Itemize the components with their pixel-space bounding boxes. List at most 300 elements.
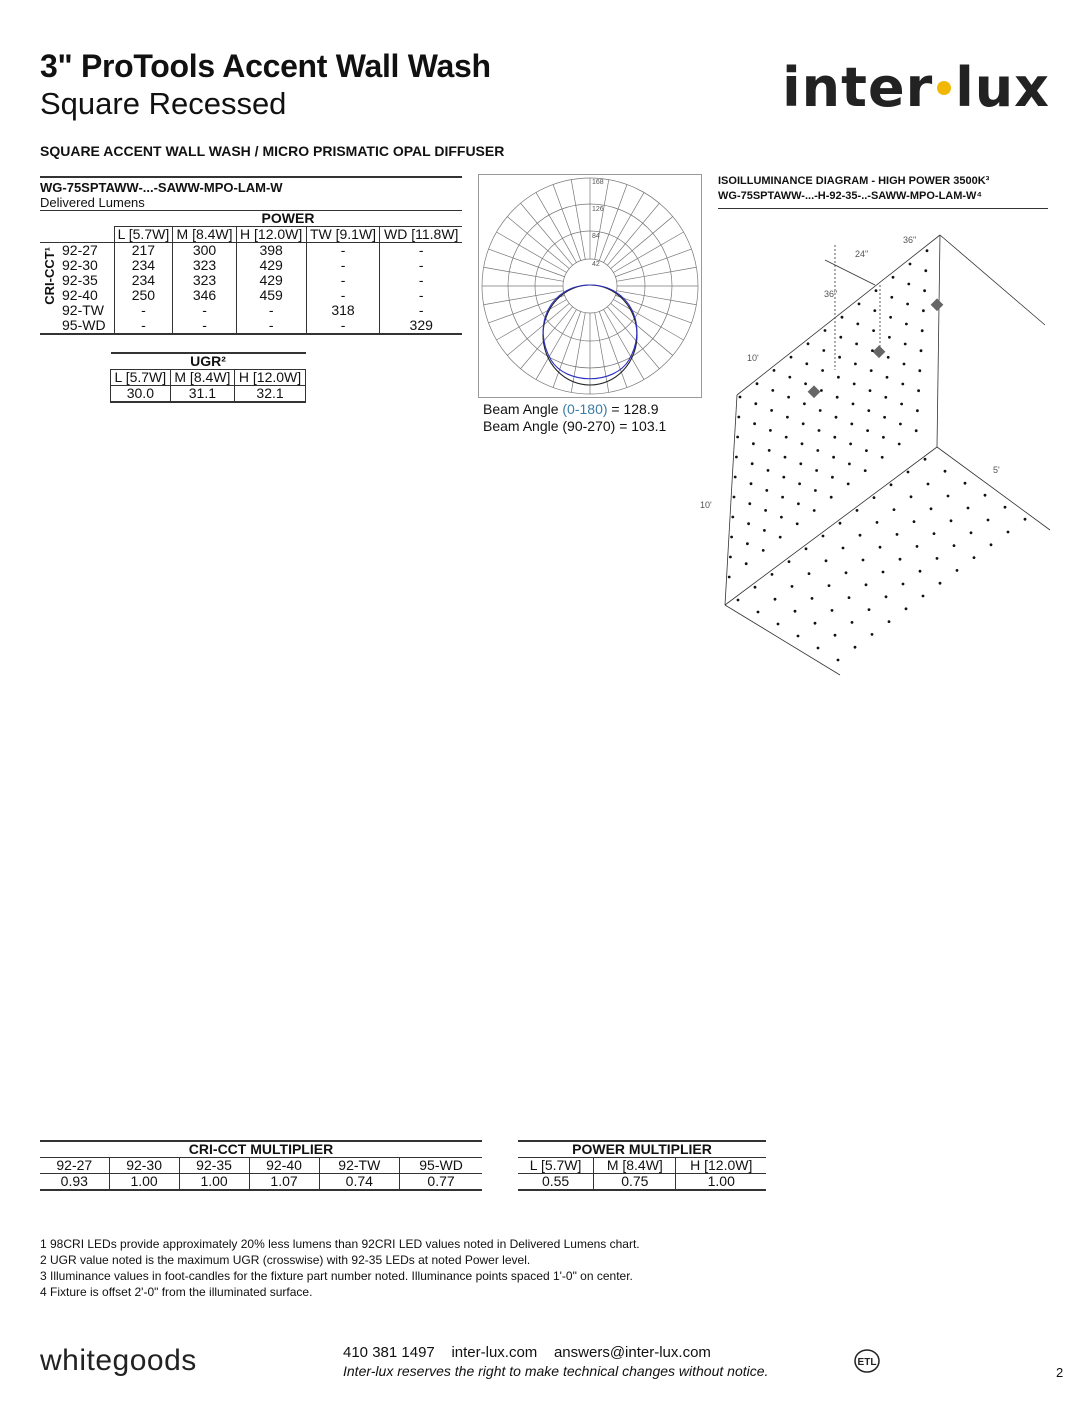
lumens-cell: 250 bbox=[114, 288, 173, 303]
iso-point bbox=[736, 436, 739, 439]
polar-ring bbox=[563, 259, 617, 313]
polar-spoke bbox=[617, 267, 697, 281]
iso-point bbox=[768, 449, 771, 452]
iso-point bbox=[872, 329, 875, 332]
whitegoods-logo: whitegoods bbox=[40, 1344, 197, 1377]
iso-point bbox=[917, 389, 920, 392]
iso-point bbox=[886, 376, 889, 379]
iso-point bbox=[884, 396, 887, 399]
iso-point bbox=[769, 429, 772, 432]
iso-point bbox=[898, 443, 901, 446]
power-mult-col: M [8.4W] bbox=[594, 1158, 676, 1174]
iso-point bbox=[767, 469, 770, 472]
iso-point bbox=[785, 436, 788, 439]
iso-point bbox=[816, 449, 819, 452]
iso-floor-point bbox=[939, 582, 942, 585]
iso-floor-point bbox=[964, 482, 967, 485]
iso-floor-point bbox=[953, 544, 956, 547]
iso-point bbox=[730, 536, 733, 539]
iso-point bbox=[837, 376, 840, 379]
power-mult-value: 0.55 bbox=[518, 1174, 594, 1191]
iso-point bbox=[819, 409, 822, 412]
iso-point bbox=[803, 402, 806, 405]
lumens-cell: 429 bbox=[236, 258, 306, 273]
iso-point bbox=[751, 462, 754, 465]
phone-number: 410 381 1497 bbox=[343, 1344, 435, 1361]
iso-point bbox=[924, 269, 927, 272]
iso-point bbox=[771, 389, 774, 392]
lumens-cell: 323 bbox=[173, 273, 236, 288]
ugr-title: UGR² bbox=[111, 353, 306, 370]
iso-point bbox=[918, 369, 921, 372]
polar-spoke bbox=[604, 192, 645, 262]
iso-floor-point bbox=[882, 571, 885, 574]
iso-point bbox=[788, 376, 791, 379]
iso-floor-point bbox=[845, 571, 848, 574]
iso-floor-point bbox=[859, 534, 862, 537]
power-mult-table bbox=[518, 1140, 766, 1191]
email-link[interactable]: answers@inter-lux.com bbox=[553, 1344, 711, 1361]
footnote: 3 Illuminance values in foot-candles for the fixture part number noted. Illuminance points spaced 1'-0" on center. bbox=[40, 1269, 633, 1283]
cri-cct-multiplier bbox=[40, 1140, 482, 1191]
polar-spoke bbox=[484, 291, 564, 305]
page-number: 2 bbox=[1056, 1365, 1064, 1380]
cri-mult-col: 95-WD bbox=[400, 1158, 482, 1174]
iso-point bbox=[762, 549, 765, 552]
iso-point bbox=[921, 329, 924, 332]
iso-point bbox=[847, 483, 850, 486]
footnote: 1 98CRI LEDs provide approximately 20% less lumens than 92CRI LED values noted in Delivered Lumens chart. bbox=[40, 1237, 640, 1251]
iso-point bbox=[822, 349, 825, 352]
polar-candela-diagram bbox=[478, 174, 702, 398]
polar-spoke bbox=[617, 291, 697, 305]
lumens-cell: 217 bbox=[114, 243, 173, 259]
iso-floor-point bbox=[944, 470, 947, 473]
iso-point bbox=[923, 289, 926, 292]
iso-point bbox=[753, 422, 756, 425]
footnote: 2 UGR value noted is the maximum UGR (crosswise) with 92-35 LEDs at noted Power level. bbox=[40, 1253, 531, 1267]
lumens-table bbox=[40, 211, 462, 335]
polar-spoke bbox=[613, 232, 683, 273]
iso-floor-point bbox=[907, 471, 910, 474]
iso-floor-point bbox=[828, 584, 831, 587]
iso-point bbox=[865, 449, 868, 452]
polar-spoke bbox=[615, 295, 691, 323]
iso-point bbox=[926, 249, 929, 252]
polar-spoke bbox=[489, 249, 565, 277]
cri-mult-col: 92-30 bbox=[109, 1158, 179, 1174]
iso-point bbox=[764, 509, 767, 512]
iso-point bbox=[786, 416, 789, 419]
polar-spoke bbox=[536, 192, 577, 262]
iso-floor-point bbox=[879, 546, 882, 549]
lumens-row bbox=[40, 273, 462, 288]
ugr-value: 32.1 bbox=[235, 386, 306, 403]
iso-floor-point bbox=[885, 595, 888, 598]
iso-point bbox=[802, 422, 805, 425]
cri-cct-label: CRI-CCT¹ bbox=[42, 247, 57, 305]
ring-label: 84 bbox=[592, 233, 600, 240]
iso-point bbox=[782, 476, 785, 479]
lumens-row bbox=[40, 303, 462, 318]
power-mult-value: 0.75 bbox=[594, 1174, 676, 1191]
iso-point bbox=[832, 456, 835, 459]
lumens-cell: - bbox=[418, 257, 424, 273]
iso-point bbox=[881, 456, 884, 459]
lumens-cell: - bbox=[418, 272, 424, 288]
iso-point bbox=[833, 436, 836, 439]
website-link[interactable]: inter-lux.com bbox=[451, 1344, 538, 1361]
iso-point bbox=[763, 529, 766, 532]
ugr-value: 30.0 bbox=[111, 386, 171, 403]
iso-point bbox=[887, 356, 890, 359]
iso-floor-point bbox=[814, 622, 817, 625]
cri-mult-col: 92-TW bbox=[319, 1158, 400, 1174]
iso-floor-point bbox=[927, 483, 930, 486]
iso-floor-point bbox=[913, 520, 916, 523]
iso-floor-point bbox=[851, 621, 854, 624]
iso-point bbox=[922, 309, 925, 312]
iso-point bbox=[747, 522, 750, 525]
iso-floor-point bbox=[737, 599, 740, 602]
iso-floor-point bbox=[947, 495, 950, 498]
iso-floor-point bbox=[774, 598, 777, 601]
iso-floor-point bbox=[956, 569, 959, 572]
cri-mult-value: 0.93 bbox=[40, 1174, 109, 1191]
iso-point bbox=[904, 343, 907, 346]
iso-floor-point bbox=[777, 623, 780, 626]
iso-floor-point bbox=[788, 560, 791, 563]
ring-label: 168 bbox=[592, 179, 604, 186]
iso-point bbox=[890, 296, 893, 299]
lumens-cell: 398 bbox=[236, 243, 306, 259]
col-header: WD [11.8W] bbox=[380, 227, 462, 243]
iso-floor-point bbox=[791, 585, 794, 588]
iso-point bbox=[839, 336, 842, 339]
lumens-cell: 429 bbox=[236, 273, 306, 288]
iso-point bbox=[867, 409, 870, 412]
iso-point bbox=[824, 329, 827, 332]
polar-spoke bbox=[484, 267, 564, 281]
iso-point bbox=[813, 509, 816, 512]
power-mult-title: POWER MULTIPLIER bbox=[518, 1141, 766, 1158]
iso-point bbox=[906, 303, 909, 306]
cri-mult-title: CRI-CCT MULTIPLIER bbox=[40, 1141, 482, 1158]
iso-point bbox=[756, 382, 759, 385]
iso-point bbox=[807, 342, 810, 345]
cri-mult-table bbox=[40, 1140, 482, 1191]
iso-point bbox=[780, 516, 783, 519]
polar-spoke bbox=[615, 249, 691, 277]
iso-point bbox=[899, 423, 902, 426]
lumens-row bbox=[40, 243, 462, 259]
iso-floor-point bbox=[967, 507, 970, 510]
lumens-cell: - bbox=[306, 258, 380, 273]
iso-point bbox=[901, 383, 904, 386]
iso-point bbox=[752, 442, 755, 445]
iso-floor-point bbox=[822, 535, 825, 538]
isoilluminance-header bbox=[718, 174, 1048, 209]
iso-floor-point bbox=[862, 559, 865, 562]
dim-label: 10' bbox=[747, 353, 759, 363]
iso-point bbox=[853, 383, 856, 386]
iso-floor-point bbox=[757, 611, 760, 614]
cri-mult-col: 92-27 bbox=[40, 1158, 109, 1174]
iso-title: ISOILLUMINANCE DIAGRAM - HIGH POWER 3500K³ bbox=[718, 175, 990, 187]
beam-angle-0-180: Beam Angle (0-180) = 128.9 bbox=[483, 401, 659, 417]
polar-spoke bbox=[571, 313, 585, 393]
iso-point bbox=[871, 349, 874, 352]
iso-floor-point bbox=[876, 521, 879, 524]
iso-floor-point bbox=[1004, 506, 1007, 509]
iso-point bbox=[770, 409, 773, 412]
iso-floor-point bbox=[919, 570, 922, 573]
iso-floor-point bbox=[888, 620, 891, 623]
polar-spoke bbox=[489, 295, 565, 323]
iso-point bbox=[737, 416, 740, 419]
lumens-row bbox=[40, 288, 462, 303]
iso-floor-point bbox=[825, 559, 828, 562]
iso-point bbox=[804, 382, 807, 385]
iso-floor-point bbox=[754, 586, 757, 589]
lumens-cell: 329 bbox=[380, 318, 462, 334]
iso-point bbox=[850, 423, 853, 426]
iso-point bbox=[841, 316, 844, 319]
power-mult-col: L [5.7W] bbox=[518, 1158, 594, 1174]
iso-floor-point bbox=[771, 573, 774, 576]
iso-point bbox=[909, 263, 912, 266]
iso-point bbox=[883, 416, 886, 419]
iso-point bbox=[852, 403, 855, 406]
iso-point bbox=[784, 456, 787, 459]
contact-info bbox=[343, 1344, 768, 1380]
polar-spoke bbox=[595, 180, 609, 260]
dim-label: 36" bbox=[903, 235, 917, 245]
lumens-cell: - bbox=[306, 243, 380, 259]
beam-angle-90-270: Beam Angle (90-270) = 103.1 bbox=[483, 418, 667, 434]
iso-point bbox=[750, 482, 753, 485]
ugr-col: H [12.0W] bbox=[235, 370, 306, 386]
cri-mult-value: 0.77 bbox=[400, 1174, 482, 1191]
iso-point bbox=[818, 429, 821, 432]
iso-floor-point bbox=[831, 609, 834, 612]
row-label: 95-WD bbox=[62, 317, 106, 333]
ugr-col: L [5.7W] bbox=[111, 370, 171, 386]
iso-point bbox=[873, 309, 876, 312]
iso-point bbox=[733, 496, 736, 499]
disclaimer: Inter-lux reserves the right to make technical changes without notice. bbox=[343, 1363, 769, 1379]
iso-point bbox=[875, 289, 878, 292]
iso-point bbox=[779, 536, 782, 539]
lumens-cell: - bbox=[236, 318, 306, 334]
polar-spoke bbox=[496, 300, 566, 341]
iso-floor-point bbox=[893, 508, 896, 511]
lumens-cell: - bbox=[418, 287, 424, 303]
dim-label: 36" bbox=[824, 289, 838, 299]
col-header: H [12.0W] bbox=[236, 227, 306, 243]
iso-floor-point bbox=[890, 483, 893, 486]
iso-point bbox=[814, 489, 817, 492]
svg-text:ETL: ETL bbox=[857, 1357, 877, 1368]
iso-point bbox=[739, 396, 742, 399]
dim-label: 5' bbox=[993, 465, 1000, 475]
iso-point bbox=[799, 462, 802, 465]
iso-point bbox=[754, 402, 757, 405]
iso-floor-point bbox=[973, 556, 976, 559]
iso-point bbox=[790, 356, 793, 359]
iso-floor-point bbox=[805, 547, 808, 550]
col-header: L [5.7W] bbox=[114, 227, 173, 243]
iso-point bbox=[864, 469, 867, 472]
iso-point bbox=[773, 369, 776, 372]
ring-label: 126 bbox=[592, 206, 604, 213]
iso-point bbox=[900, 403, 903, 406]
dim-label: 24" bbox=[855, 249, 869, 259]
iso-point bbox=[888, 336, 891, 339]
row-label: 92-30 bbox=[62, 257, 98, 273]
iso-point bbox=[798, 482, 801, 485]
beam-angle-text bbox=[483, 401, 666, 435]
footnotes bbox=[40, 1236, 640, 1300]
iso-point bbox=[801, 442, 804, 445]
cri-mult-col: 92-40 bbox=[249, 1158, 319, 1174]
iso-floor-point bbox=[990, 543, 993, 546]
lumens-cell: 234 bbox=[114, 258, 173, 273]
iso-point bbox=[907, 283, 910, 286]
power-mult-col: H [12.0W] bbox=[676, 1158, 766, 1174]
iso-floor-point bbox=[848, 596, 851, 599]
iso-floor-point bbox=[899, 558, 902, 561]
iso-point bbox=[882, 436, 885, 439]
polar-spoke bbox=[553, 311, 581, 387]
iso-floor-point bbox=[950, 519, 953, 522]
iso-point bbox=[920, 349, 923, 352]
iso-floor-point bbox=[811, 597, 814, 600]
lumens-cell: - bbox=[306, 273, 380, 288]
iso-floor-point bbox=[987, 519, 990, 522]
iso-floor-point bbox=[970, 531, 973, 534]
iso-floor-point bbox=[1024, 518, 1027, 521]
iso-point bbox=[915, 429, 918, 432]
iso-floor-point bbox=[817, 647, 820, 650]
iso-point bbox=[821, 369, 824, 372]
polar-spoke bbox=[613, 300, 683, 341]
iso-floor-point bbox=[1007, 531, 1010, 534]
col-header: TW [9.1W] bbox=[306, 227, 380, 243]
iso-floor-point bbox=[834, 634, 837, 637]
row-label: 92-27 bbox=[62, 242, 98, 258]
iso-point bbox=[820, 389, 823, 392]
iso-point bbox=[729, 556, 732, 559]
polar-spoke bbox=[595, 313, 609, 393]
iso-floor-point bbox=[924, 458, 927, 461]
power-multiplier bbox=[518, 1140, 766, 1191]
iso-floor-point bbox=[868, 608, 871, 611]
ugr-table bbox=[110, 352, 306, 403]
iso-floor-point bbox=[930, 507, 933, 510]
iso-point bbox=[903, 363, 906, 366]
iso-point bbox=[787, 396, 790, 399]
page-subtitle: Square Recessed bbox=[40, 86, 287, 121]
footnote: 4 Fixture is offset 2'-0" from the illuminated surface. bbox=[40, 1285, 313, 1299]
iso-floor-point bbox=[839, 522, 842, 525]
iso-floor-point bbox=[797, 635, 800, 638]
iso-point bbox=[765, 489, 768, 492]
iso-point bbox=[835, 416, 838, 419]
iso-floor-point bbox=[865, 583, 868, 586]
iso-point bbox=[848, 463, 851, 466]
iso-point bbox=[728, 576, 731, 579]
lumens-cell: 300 bbox=[173, 243, 236, 259]
iso-point bbox=[870, 369, 873, 372]
cri-mult-col: 92-35 bbox=[179, 1158, 249, 1174]
lumens-cell: 318 bbox=[306, 303, 380, 318]
iso-floor-point bbox=[871, 633, 874, 636]
iso-floor-point bbox=[856, 509, 859, 512]
iso-point bbox=[805, 362, 808, 365]
iso-floor-point bbox=[910, 495, 913, 498]
lumens-cell: - bbox=[114, 303, 173, 318]
iso-point bbox=[735, 456, 738, 459]
iso-point bbox=[856, 323, 859, 326]
lumens-row bbox=[40, 258, 462, 273]
cri-mult-value: 1.00 bbox=[109, 1174, 179, 1191]
lumens-cell: - bbox=[418, 302, 424, 318]
lumens-cell: - bbox=[236, 303, 306, 318]
iso-floor-point bbox=[922, 595, 925, 598]
iso-floor-point bbox=[984, 494, 987, 497]
lumens-part-number: WG-75SPTAWW-...-SAWW-MPO-LAM-W bbox=[40, 176, 462, 195]
iso-floor-point bbox=[854, 646, 857, 649]
iso-point bbox=[854, 363, 857, 366]
iso-point bbox=[781, 496, 784, 499]
iso-point bbox=[831, 476, 834, 479]
iso-point bbox=[849, 443, 852, 446]
polar-spoke bbox=[571, 180, 585, 260]
power-header: POWER bbox=[114, 211, 462, 227]
iso-point bbox=[916, 409, 919, 412]
etl-certification-icon bbox=[848, 1348, 886, 1374]
iso-floor-point bbox=[933, 532, 936, 535]
polar-spoke bbox=[599, 185, 627, 261]
iso-point bbox=[746, 542, 749, 545]
lumens-cell: - bbox=[418, 242, 424, 258]
interlux-logo: inter lux bbox=[782, 56, 1050, 119]
ring-label: 42 bbox=[592, 261, 600, 268]
power-mult-value: 1.00 bbox=[676, 1174, 766, 1191]
polar-spoke bbox=[496, 232, 566, 273]
iso-point bbox=[892, 276, 895, 279]
iso-point bbox=[838, 356, 841, 359]
cri-mult-value: 0.74 bbox=[319, 1174, 400, 1191]
cri-mult-value: 1.00 bbox=[179, 1174, 249, 1191]
iso-point bbox=[858, 303, 861, 306]
section-title: SQUARE ACCENT WALL WASH / MICRO PRISMATIC OPAL DIFFUSER bbox=[40, 143, 505, 159]
iso-point bbox=[855, 343, 858, 346]
lumens-cell: 459 bbox=[236, 288, 306, 303]
iso-point bbox=[830, 496, 833, 499]
ugr-block bbox=[110, 352, 306, 403]
iso-point bbox=[745, 562, 748, 565]
iso-floor-point bbox=[916, 545, 919, 548]
row-label: 92-TW bbox=[62, 302, 104, 318]
lumens-cell: - bbox=[173, 318, 236, 334]
row-label: 92-35 bbox=[62, 272, 98, 288]
ugr-value: 31.1 bbox=[170, 386, 234, 403]
iso-point bbox=[815, 469, 818, 472]
iso-point bbox=[905, 323, 908, 326]
lumens-cell: 234 bbox=[114, 273, 173, 288]
